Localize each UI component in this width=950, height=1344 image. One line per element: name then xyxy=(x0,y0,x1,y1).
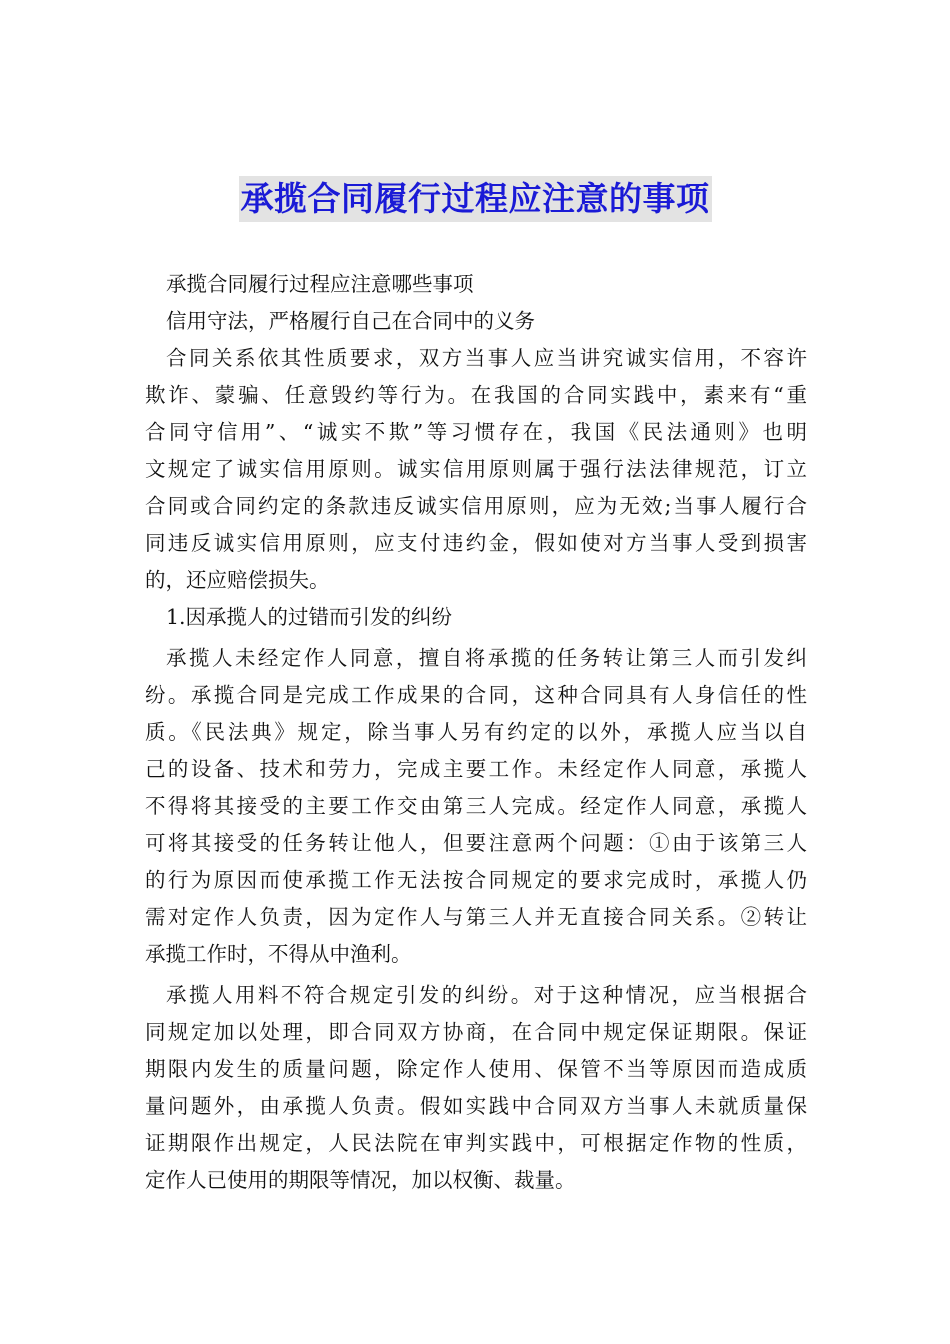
paragraph-line: 定作人已使用的期限等情况，加以权衡、裁量。 xyxy=(145,1168,576,1192)
paragraph-line: 合同或合同约定的条款违反诚实信用原则，应为无效;当事人履行合 xyxy=(145,494,807,518)
paragraph-line: 证期限作出规定，人民法院在审判实践中，可根据定作物的性质， xyxy=(145,1131,807,1155)
paragraph-line: 质。《民法典》规定，除当事人另有约定的以外，承揽人应当以自 xyxy=(145,720,807,744)
paragraph xyxy=(145,640,807,973)
paragraph-line: 纷。承揽合同是完成工作成果的合同，这种合同具有人身信任的性 xyxy=(145,683,807,707)
paragraph xyxy=(145,599,807,636)
document-title: 承揽合同履行过程应注意的事项 xyxy=(239,176,712,222)
paragraph xyxy=(145,303,807,340)
paragraph-line: 己的设备、技术和劳力，完成主要工作。未经定作人同意，承揽人 xyxy=(145,757,807,781)
paragraph-line: 合同守信用”、“诚实不欺”等习惯存在，我国《民法通则》也明 xyxy=(145,420,807,444)
paragraph-line: 欺诈、蒙骗、任意毁约等行为。在我国的合同实践中，素来有“重 xyxy=(145,383,807,407)
paragraph-line: 文规定了诚实信用原则。诚实信用原则属于强行法法律规范，订立 xyxy=(145,457,807,481)
paragraph-line: 期限内发生的质量问题，除定作人使用、保管不当等原因而造成质 xyxy=(145,1057,807,1081)
paragraph xyxy=(145,977,807,1199)
paragraph-line: 承揽人未经定作人同意，擅自将承揽的任务转让第三人而引发纠 xyxy=(166,646,807,670)
paragraph xyxy=(145,340,807,599)
paragraph-line: 不得将其接受的主要工作交由第三人完成。经定作人同意，承揽人 xyxy=(145,794,807,818)
paragraph-line: 的，还应赔偿损失。 xyxy=(145,568,330,592)
paragraph-line: 承揽人用料不符合规定引发的纠纷。对于这种情况，应当根据合 xyxy=(166,983,807,1007)
paragraph-line: 信用守法，严格履行自己在合同中的义务 xyxy=(166,309,535,333)
paragraph-line: 1.因承揽人的过错而引发的纠纷 xyxy=(166,605,453,629)
paragraph-line: 可将其接受的任务转让他人，但要注意两个问题：①由于该第三人 xyxy=(145,831,807,855)
paragraph-line: 合同关系依其性质要求，双方当事人应当讲究诚实信用，不容许 xyxy=(166,346,807,370)
title-container xyxy=(0,176,950,222)
paragraph xyxy=(145,266,807,303)
paragraph-line: 同规定加以处理，即合同双方协商，在合同中规定保证期限。保证 xyxy=(145,1020,807,1044)
paragraph-line: 承揽工作时，不得从中渔利。 xyxy=(145,942,412,966)
paragraph-line: 需对定作人负责，因为定作人与第三人并无直接合同关系。②转让 xyxy=(145,905,807,929)
paragraph-line: 量问题外，由承揽人负责。假如实践中合同双方当事人未就质量保 xyxy=(145,1094,807,1118)
paragraph-line: 的行为原因而使承揽工作无法按合同规定的要求完成时，承揽人仍 xyxy=(145,868,807,892)
document-body xyxy=(145,266,807,1199)
paragraph-line: 同违反诚实信用原则，应支付违约金，假如使对方当事人受到损害 xyxy=(145,531,807,555)
paragraph-line: 承揽合同履行过程应注意哪些事项 xyxy=(166,272,474,296)
